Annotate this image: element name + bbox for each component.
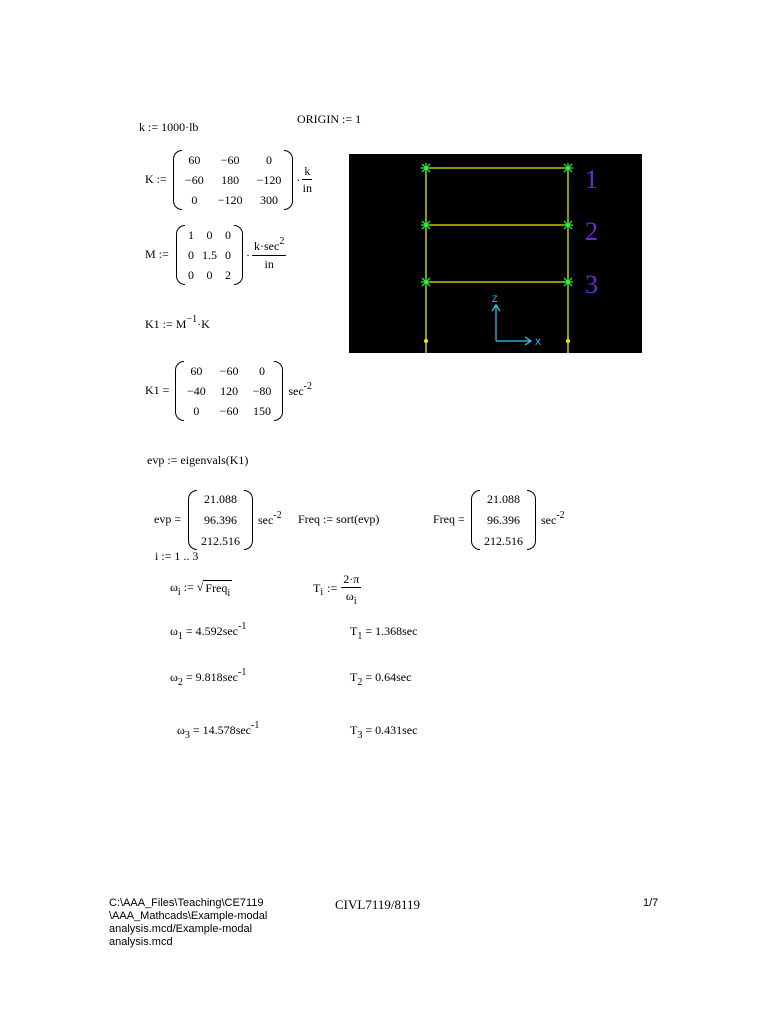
node-icon (421, 163, 431, 173)
support-node-icon (566, 339, 570, 343)
freq-label: Freq = (433, 512, 465, 526)
K1-matrix: 60 −60 0 −40 120 −80 0 −60 150 $\sec^{-2}$ (175, 361, 312, 421)
matrix-cell: 1 (188, 227, 194, 242)
matrix-cell: −120 (217, 192, 243, 207)
T-fraction: $\frac{2\cdot\pi}{\omega_i}$ (343, 572, 360, 607)
left-paren (471, 490, 480, 550)
T-definition: T i := $\frac{2\cdot\pi}{\omega_i}$ (313, 572, 360, 607)
matrix-cell: 0 (225, 247, 231, 262)
omega-result-2: $\omega_2 = 9.818\sec^{-1}$ (170, 667, 247, 688)
floor-label-2: 2 (585, 217, 598, 246)
vector-cell: 96.396 (204, 512, 237, 527)
matrix-cell: 0 (193, 403, 200, 418)
K1-label: K1 = (145, 383, 170, 397)
axis-icon (492, 305, 531, 345)
axis-x-label: X (535, 337, 542, 347)
matrix-cell: 0 (191, 192, 198, 207)
K1-definition: K1 := $M^{-1}\cdot K$ (145, 314, 210, 331)
footer-course: CIVL7119/8119 (335, 897, 420, 912)
range-definition: i := 1 .. 3 (155, 549, 199, 563)
T-result-2: $T_2 = 0.64\sec$ (350, 670, 412, 688)
vector-cell: 21.088 (204, 491, 237, 506)
axis-z-label: Z (492, 294, 498, 304)
matrix-cell: 2 (225, 267, 231, 282)
K-label: K := (145, 172, 167, 186)
sqrt-icon: √ Freq$_i$ (196, 580, 231, 600)
matrix-cell: 60 (190, 363, 203, 378)
M-matrix: 1 0 0 0 1.5 0 0 0 2 · $\frac{k\cdot\sec^2}{in}$ (176, 225, 286, 285)
footer-file-path: C:\AAA_Files\Teaching\CE7119 \AAA_Mathcads\Example-modal analysis.mcd/Example-modal analysis.mcd (109, 897, 268, 948)
evp-label: evp = (154, 512, 182, 526)
frame-diagram (349, 154, 642, 353)
matrix-cell: −80 (252, 383, 272, 398)
omega-result-3: $\omega_3 = 14.578\sec^{-1}$ (177, 720, 260, 741)
matrix-cell: 120 (220, 383, 239, 398)
matrix-cell: −40 (187, 383, 206, 398)
evp-vector: 21.088 96.396 212.516 $\sec^{-2}$ (188, 490, 282, 550)
matrix-cell: −60 (220, 152, 240, 167)
omega-definition: $\omega_i$ := √ Freq$_i$ (170, 580, 231, 600)
vector-cell: 212.516 (484, 533, 523, 548)
vector-cell: 21.088 (487, 491, 520, 506)
matrix-cell: −120 (256, 172, 282, 187)
vector-cell: 96.396 (487, 512, 520, 527)
matrix-cell: −60 (219, 363, 239, 378)
matrix-cell: −60 (219, 403, 239, 418)
footer-page-number: 1/7 (643, 897, 659, 909)
frame-figure (349, 154, 642, 353)
right-paren (244, 490, 253, 550)
right-paren (527, 490, 536, 550)
right-paren (234, 225, 243, 285)
matrix-cell: 1.5 (202, 247, 217, 262)
matrix-cell: 0 (265, 152, 272, 167)
T-result-3: $T_3 = 0.431\sec$ (350, 723, 418, 741)
matrix-cell: 0 (225, 227, 231, 242)
evp-unit: sec (258, 512, 274, 527)
support-node-icon (424, 339, 428, 343)
K-unit: $\frac{k}{in}$ (302, 164, 313, 195)
frame-lines (426, 168, 568, 353)
K-matrix: 60 −60 0 −60 180 −120 0 −120 300 · $\frac{k}{in}$ (173, 150, 312, 210)
K1-unit: sec (288, 383, 304, 398)
M-unit: $\frac{k\cdot\sec^2}{in}$ (254, 235, 285, 271)
node-icon (421, 220, 431, 230)
node-icon (563, 163, 573, 173)
matrix-cell: 0 (206, 267, 213, 282)
matrix-cell: 0 (188, 267, 194, 282)
omega-result-1: $\omega_1 = 4.592\sec^{-1}$ (170, 621, 247, 642)
right-paren (284, 150, 293, 210)
evp-definition: evp := eigenvals(K1) (147, 453, 249, 467)
node-icon (563, 277, 573, 287)
vector-cell: 212.516 (201, 533, 240, 548)
node-icon (563, 220, 573, 230)
left-paren (176, 225, 185, 285)
freq-unit: sec (541, 512, 557, 527)
matrix-cell: 180 (221, 172, 240, 187)
matrix-cell: 0 (258, 363, 265, 378)
matrix-cell: 0 (188, 247, 194, 262)
matrix-cell: 300 (259, 192, 278, 207)
T-result-1: $T_1 = 1.368\sec$ (350, 624, 418, 642)
left-paren (173, 150, 182, 210)
right-paren (274, 361, 283, 421)
matrix-cell: −60 (185, 172, 204, 187)
node-icon (421, 277, 431, 287)
freq-vector: 21.088 96.396 212.516 $\sec^{-2}$ (471, 490, 565, 550)
floor-label-3: 3 (585, 270, 598, 299)
freq-definition: Freq := sort(evp) (298, 512, 380, 526)
matrix-cell: 150 (252, 403, 271, 418)
left-paren (175, 361, 184, 421)
origin-statement: ORIGIN := 1 (297, 112, 362, 126)
matrix-cell: 0 (206, 227, 213, 242)
floor-label-1: 1 (585, 165, 598, 194)
k-definition: k := 1000·lb (139, 120, 199, 134)
M-label: M := (145, 247, 169, 261)
matrix-cell: 60 (188, 152, 201, 167)
left-paren (188, 490, 197, 550)
